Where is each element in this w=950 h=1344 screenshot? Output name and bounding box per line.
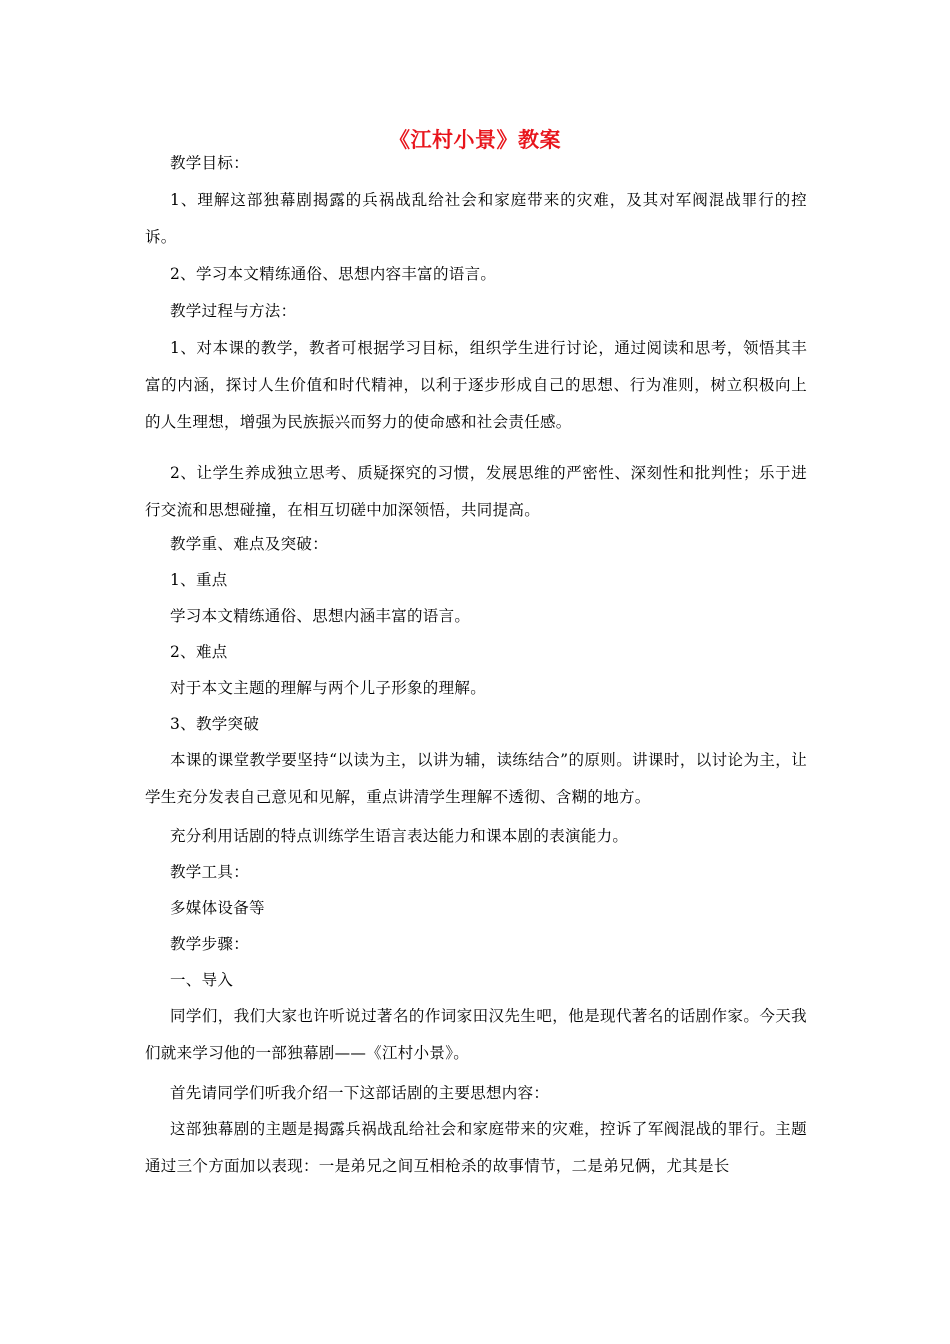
paragraph: 2、让学生养成独立思考、质疑探究的习惯，发展思维的严密性、深刻性和批判性；乐于进行交流和思想碰撞，在相互切磋中加深领悟，共同提高。: [145, 464, 807, 519]
paragraph: 2、学习本文精练通俗、思想内容丰富的语言。: [170, 265, 497, 283]
paragraph: 3、教学突破: [170, 715, 260, 733]
paragraph: 本课的课堂教学要坚持“以读为主，以讲为辅，读练结合”的原则。讲课时，以讨论为主，让学生充分发表自己意见和见解，重点讲清学生理解不透彻、含糊的地方。: [145, 751, 807, 806]
paragraph: 同学们，我们大家也许听说过著名的作词家田汉先生吧，他是现代著名的话剧作家。今天我们就来学习他的一部独幕剧——《江村小景》。: [145, 1007, 807, 1062]
paragraph: 一、导入: [170, 971, 234, 989]
paragraph: 1、重点: [170, 571, 228, 589]
paragraph: 对于本文主题的理解与两个儿子形象的理解。: [170, 679, 487, 697]
paragraph: 多媒体设备等: [170, 899, 265, 917]
paragraph: 2、难点: [170, 643, 228, 661]
paragraph: 充分利用话剧的特点训练学生语言表达能力和课本剧的表演能力。: [170, 827, 629, 845]
paragraph: 教学工具：: [170, 863, 250, 881]
paragraph: 1、对本课的教学，教者可根据学习目标，组织学生进行讨论，通过阅读和思考，领悟其丰富的内涵，探讨人生价值和时代精神，以利于逐步形成自己的思想、行为准则，树立积极向上的人生理想，增强为民族振兴而努力的使命感和社会责任感。: [145, 339, 807, 431]
paragraph: 教学目标：: [170, 154, 250, 172]
paragraph: 教学重、难点及突破：: [170, 535, 329, 553]
paragraph: 教学过程与方法：: [170, 302, 297, 320]
paragraph: 首先请同学们听我介绍一下这部话剧的主要思想内容：: [170, 1084, 550, 1102]
document-title: 《江村小景》教案: [389, 127, 561, 152]
paragraph: 这部独幕剧的主题是揭露兵祸战乱给社会和家庭带来的灾难，控诉了军阀混战的罪行。主题通过三个方面加以表现：一是弟兄之间互相枪杀的故事情节，二是弟兄俩，尤其是长: [145, 1120, 807, 1175]
paragraph: 学习本文精练通俗、思想内涵丰富的语言。: [170, 607, 471, 625]
paragraph: 1、理解这部独幕剧揭露的兵祸战乱给社会和家庭带来的灾难，及其对军阀混战罪行的控诉。: [145, 191, 807, 246]
paragraph: 教学步骤：: [170, 935, 250, 953]
